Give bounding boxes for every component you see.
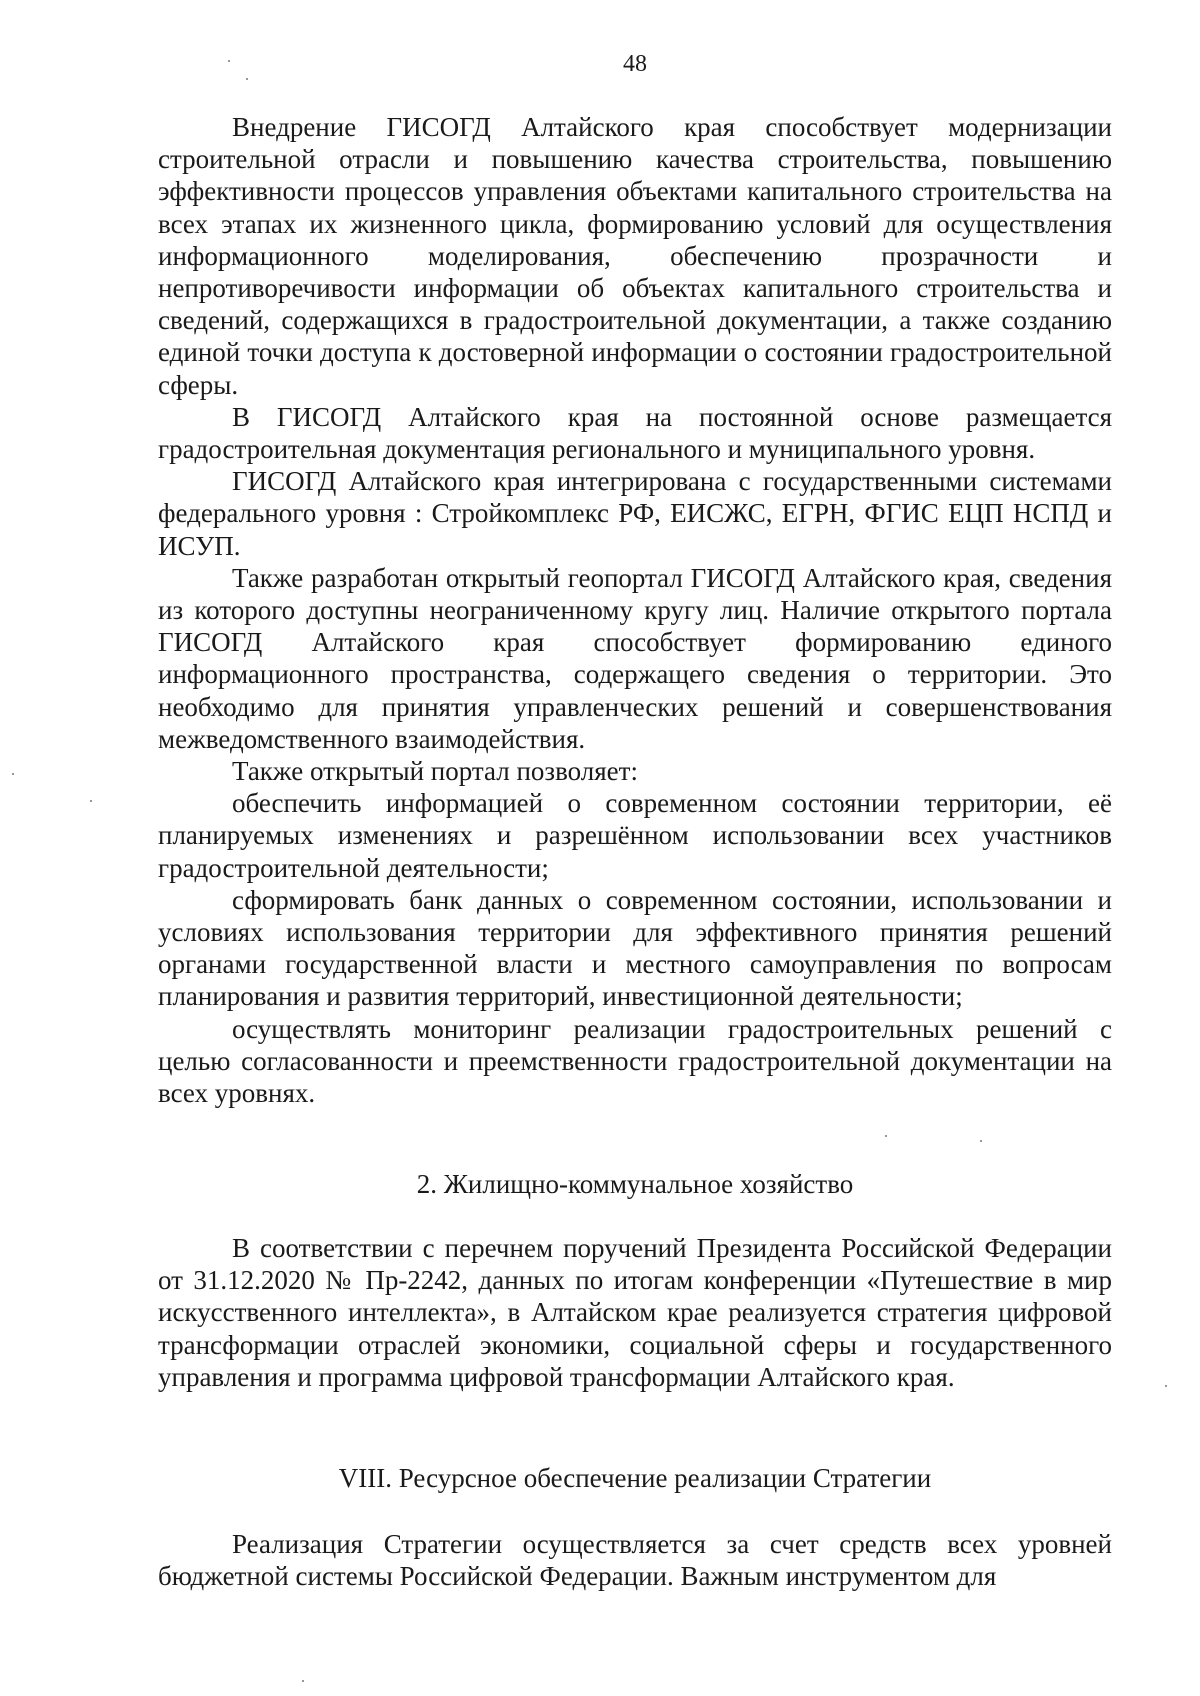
paragraph: Внедрение ГИСОГД Алтайского края способствует модернизации строительной отрасли и повышению качества строительства, повышению эффективности процессов управления объектами капитального строительства на всех этапах их жизненного цикла, формированию условий для осуществления информационного моделирования, обеспечению прозрачности и непротиворечивости информации об объектах капитального строительства и сведений, содержащихся в градостроительной документации, а также созданию единой точки доступа к достоверной информации о состоянии градостроительной сферы. <box>158 112 1112 400</box>
paragraph: Реализация Стратегии осуществляется за счет средств всех уровней бюджетной системы Российской Федерации. Важным инструментом для <box>158 1529 1112 1592</box>
scan-speck <box>302 1680 304 1682</box>
paragraph: ГИСОГД Алтайского края интегрирована с государственными системами федерального уровня : Стройкомплекс РФ, ЕИСЖС, ЕГРН, ФГИС ЕЦП НСПД и ИСУП. <box>158 466 1112 561</box>
list-item: сформировать банк данных о современном состоянии, использовании и условиях использования территории для эффективного принятия решений органами государственной власти и местного самоуправления по вопросам планирования и развития территорий, инвестиционной деятельности; <box>158 884 1112 1012</box>
scan-speck <box>90 800 92 802</box>
list-item: осуществлять мониторинг реализации градостроительных решений с целью согласованности и преемственности градостроительной документации на всех уровнях. <box>158 1013 1112 1109</box>
paragraph: Также разработан открытый геопортал ГИСОГД Алтайского края, сведения из которого доступны неограниченному кругу лиц. Наличие открытого портала ГИСОГД Алтайского края способствует формированию единого информационного пространства, содержащего сведения о территории. Это необходимо для принятия управленческих решений и совершенствования межведомственного взаимодействия. <box>158 562 1112 754</box>
section-heading-housing: 2. Жилищно-коммунальное хозяйство <box>416 1169 854 1199</box>
scan-speck <box>980 1140 982 1142</box>
page-number: 48 <box>623 51 647 77</box>
paragraph: Также открытый портал позволяет: <box>232 756 638 787</box>
scan-speck <box>12 773 14 775</box>
text-block-resources <box>158 1528 1112 1592</box>
paragraph: В ГИСОГД Алтайского края на постоянной основе размещается градостроительная документация регионального и муниципального уровня. <box>158 401 1112 465</box>
paragraph: В соответствии с перечнем поручений Президента Российской Федерации от 31.12.2020 № Пр-2242, данных по итогам конференции «Путешествие в мир искусственного интеллекта», в Алтайском крае реализуется стратегия цифровой трансформации отраслей экономики, социальной сферы и государственного управления и программа цифровой трансформации Алтайского края. <box>158 1233 1112 1392</box>
scan-speck <box>885 1135 887 1137</box>
scan-speck <box>228 60 230 62</box>
section-heading-resources: VIII. Ресурсное обеспечение реализации Стратегии <box>338 1463 932 1493</box>
text-block-gisogd <box>158 111 1112 1109</box>
scan-speck <box>246 78 248 80</box>
text-block-housing <box>158 1232 1112 1393</box>
list-item: обеспечить информацией о современном состоянии территории, её планируемых изменениях и разрешённом использовании всех участников градостроительной деятельности; <box>158 788 1112 883</box>
scan-speck <box>1165 1385 1167 1387</box>
